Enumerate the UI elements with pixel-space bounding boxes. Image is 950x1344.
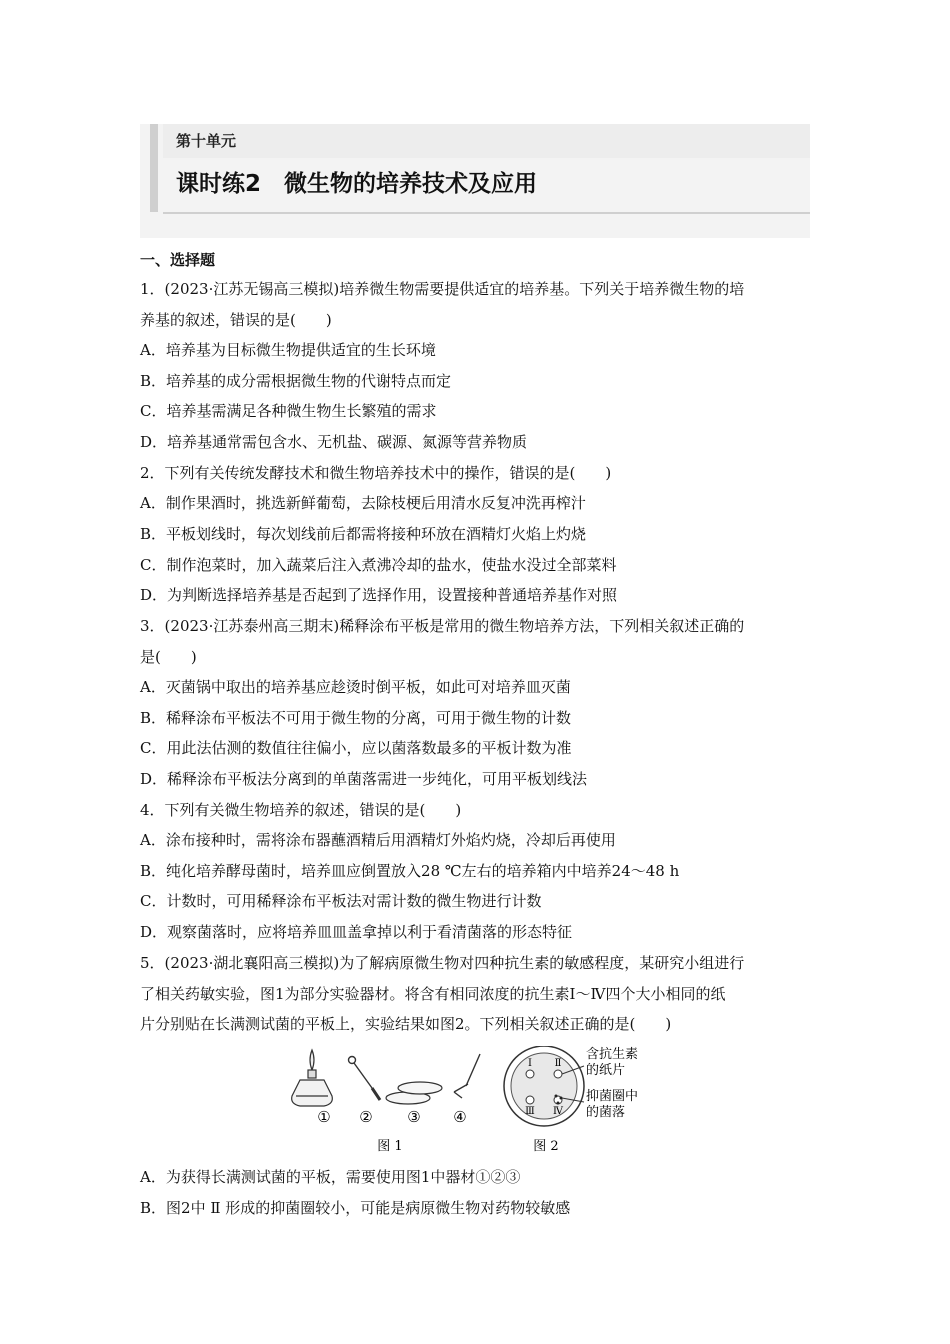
fig1-number: ② (359, 1108, 373, 1126)
inoculating-loop-icon (349, 1057, 381, 1101)
option-line: B．培养基的成分需根据微生物的代谢特点而定 (140, 372, 452, 390)
question-line: 是( ) (140, 648, 197, 666)
fig1-number: ④ (453, 1108, 467, 1126)
option-line: B．平板划线时，每次划线前后都需将接种环放在酒精灯火焰上灼烧 (140, 525, 587, 543)
fig1-number: ① (317, 1108, 331, 1126)
fig1-caption: 图 1 (377, 1139, 403, 1154)
annotation-paper-disc: 含抗生素 (586, 1046, 639, 1061)
option-line: B．纯化培养酵母菌时，培养皿应倒置放入28 ℃左右的培养箱内中培养24～48 h (140, 862, 680, 880)
option-line: C．计数时，可用稀释涂布平板法对需计数的微生物进行计数 (140, 892, 542, 910)
option-line: A．制作果酒时，挑选新鲜葡萄，去除枝梗后用清水反复冲洗再榨汁 (140, 494, 586, 512)
option-line: B．图2中 Ⅱ 形成的抑菌圈较小，可能是病原微生物对药物较敏感 (140, 1199, 571, 1217)
alcohol-lamp-icon (292, 1050, 333, 1106)
question-line: 4．下列有关微生物培养的叙述，错误的是( ) (140, 801, 462, 819)
question-line: 养基的叙述，错误的是( ) (140, 311, 332, 329)
option-line: C．培养基需满足各种微生物生长繁殖的需求 (140, 402, 437, 420)
section-title: 一、选择题 (140, 251, 216, 269)
annotation-paper-disc: 的纸片 (586, 1062, 626, 1077)
option-line: D．稀释涂布平板法分离到的单菌落需进一步纯化，可用平板划线法 (140, 770, 588, 788)
option-line: A．灭菌锅中取出的培养基应趁烫时倒平板，如此可对培养皿灭菌 (140, 678, 571, 696)
fig1-number: ③ (407, 1108, 421, 1126)
culture-plate (504, 1046, 584, 1126)
unit-label: 第十单元 (176, 132, 237, 150)
option-line: B．稀释涂布平板法不可用于微生物的分离，可用于微生物的计数 (140, 709, 572, 727)
option-line: C．用此法估测的数值往往偏小，应以菌落数最多的平板计数为准 (140, 739, 572, 757)
plate-label: Ⅳ (553, 1106, 563, 1117)
option-line: A．培养基为目标微生物提供适宜的生长环境 (140, 341, 436, 359)
question-line: 了相关药敏实验，图1为部分实验器材。将含有相同浓度的抗生素Ⅰ～Ⅳ四个大小相同的纸 (140, 985, 726, 1003)
option-line: D．观察菌落时，应将培养皿皿盖拿掉以利于看清菌落的形态特征 (140, 923, 573, 941)
plate-label: Ⅱ (554, 1058, 562, 1069)
question-line: 1．(2023·江苏无锡高三模拟)培养微生物需要提供适宜的培养基。下列关于培养微生物的培 (140, 280, 745, 298)
option-line: D．为判断选择培养基是否起到了选择作用，设置接种普通培养基作对照 (140, 586, 618, 604)
petri-dish-icon (386, 1082, 442, 1104)
option-line: A．涂布接种时，需将涂布器蘸酒精后用酒精灯外焰灼烧，冷却后再使用 (140, 831, 616, 849)
annotation-colony: 的菌落 (586, 1104, 626, 1119)
plate-label: Ⅲ (525, 1106, 535, 1117)
experiment-figure (290, 1046, 650, 1158)
question-line: 2．下列有关传统发酵技术和微生物培养技术中的操作，错误的是( ) (140, 464, 612, 482)
plate-label: Ⅰ (528, 1058, 532, 1069)
question-line: 3．(2023·江苏泰州高三期末)稀释涂布平板是常用的微生物培养方法，下列相关叙述正确的 (140, 617, 745, 635)
option-line: C．制作泡菜时，加入蔬菜后注入煮沸冷却的盐水，使盐水没过全部菜料 (140, 556, 617, 574)
option-line: D．培养基通常需包含水、无机盐、碳源、氮源等营养物质 (140, 433, 528, 451)
lesson-title: 课时练2 微生物的培养技术及应用 (176, 171, 538, 197)
header-accent-bar (150, 124, 158, 212)
option-line: A．为获得长满测试菌的平板，需要使用图1中器材①②③ (140, 1168, 521, 1186)
question-line: 片分别贴在长满测试菌的平板上，实验结果如图2。下列相关叙述正确的是( ) (140, 1015, 672, 1033)
fig2-caption: 图 2 (533, 1139, 559, 1154)
spreader-icon (454, 1054, 480, 1098)
question-line: 5．(2023·湖北襄阳高三模拟)为了解病原微生物对四种抗生素的敏感程度，某研究小组进行 (140, 954, 745, 972)
annotation-colony: 抑菌圈中 (586, 1088, 639, 1103)
